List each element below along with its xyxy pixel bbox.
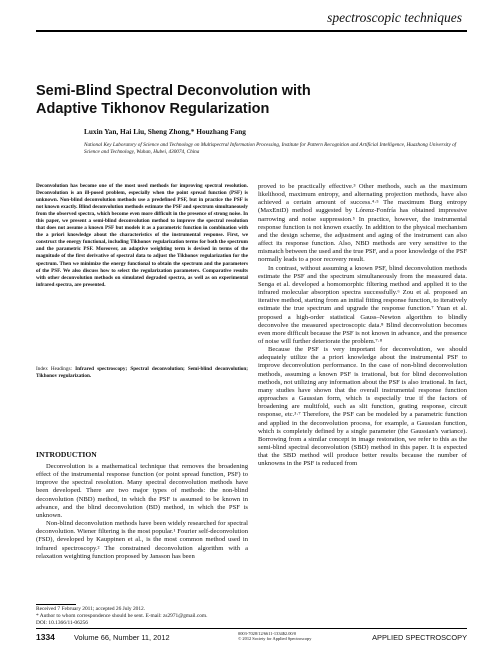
index-headings-label: Index Headings:: [36, 366, 72, 372]
issn-copyright: [238, 631, 311, 642]
header-rule: [36, 30, 467, 32]
page-number: 1334: [36, 632, 55, 642]
intro-paragraph-2: Non-blind deconvolution methods have been widely researched for spectral deconvolution. Wiener filtering is the most popular.¹ Fourier self-deconvolution (FSD), developed by Kauppinen et al., is the most common method used in infrared spectroscopy.² The constrained deconvolution algorithm with a relaxation weighting function proposed by Jansson has been: [36, 520, 248, 560]
volume-info: Volume 66, Number 11, 2012: [74, 633, 170, 642]
footer-rule: [36, 628, 467, 629]
right-paragraph-2: In contrast, without assuming a known PSF, blind deconvolution methods estimate the PSF and the spectrum simultaneously from the measured data. Senga et al. developed a homomorphic filtering method and applied it to the infrared molecular absorption spectra successfully.⁶ Zou et al. proposed an iterative method, starting from an initial fitting response function, to iteratively estimate the true spectrum and upgrade the response function.⁷ Yuan et al. proposed a high-order statistical Gauss–Newton algorithm to blindly deconvolve the measured spectroscopic data.⁸ Blind deconvolution becomes even more difficult because the PSF is not known in advance, and the presence of noise will further deteriorate the problem.⁷·⁸: [258, 264, 467, 345]
doi-note: DOI: 10.1366/11-06256: [36, 619, 88, 626]
affiliation: National Key Laboratory of Science and Technology on Multispectral Information Processing, Institute for Pattern Recognition and Artificial Intelligence, Huazhong University of Science and Technology, Wuhan, Hubei, 430074, China: [84, 142, 457, 156]
footnote-rule: [36, 604, 76, 605]
index-headings-value: Infrared spectroscopy; Spectral deconvolution; Semi-blind deconvolution; Tikhonov regularization.: [36, 366, 248, 380]
received-note: Received 7 February 2011; accepted 26 July 2012.: [36, 606, 146, 612]
intro-paragraph-1: Deconvolution is a mathematical technique that removes the broadening effect of the instrumental response function (or point spread function, PSF) to improve the spectral resolution. Many spectral deconvolution methods have been developed. There are two major types of methods: the non-blind deconvolution (NBD) method, in which the PSF is assumed to be known in advance, and the blind deconvolution (BD) method, in which the PSF is unknown.: [36, 463, 248, 519]
right-paragraph-1: proved to be practically effective.³ Other methods, such as the maximum likelihood, maximum entropy, and alternating projection methods, have also achieved a certain amount of success.⁴·⁵ The maximum Burg entropy (MaxEntD) method suggested by Lórenz-Fonfría has obtained impressive narrowing and noise suppression.⁵ In practice, however, the instrumental response function is not known exactly. In addition to the physical mechanism and the design scheme, the adjustment and aging of the instrument can also affect its response function. Also, NBD methods are very sensitive to the mismatch between the used and the true PSF, and a poor knowledge of the PSF normally leads to a poor recovery result.: [258, 183, 467, 264]
section-heading-introduction: INTRODUCTION: [36, 450, 97, 459]
abstract: Deconvolution has become one of the most used methods for improving spectral resolution. Deconvolution is an ill-posed problem, especially when the point spread function (PSF) is unknown. Non-blind deconvolution methods use a predefined PSF, but in practice the PSF is not known exactly. Blind deconvolution methods estimate the PSF and spectrum simultaneously from the observed spectra, which become even more difficult in the presence of strong noise. In this paper, we present a semi-blind deconvolution method to improve the spectral resolution that does not assume a known PSF but models it as a parametric function in combination with the a priori knowledge about the characteristics of the instrumental response. First, we construct the energy functional, including Tikhonov regularization terms for both the spectrum and the parametric PSF. Moreover, an adaptive weighting term is devised in terms of the magnitude of the first derivative of spectral data to adjust the Tikhonov regularization for the spectrum. Then we minimize the energy functional to obtain the spectrum and the parameters of the PSF. We also discuss how to select the regularization parameters. Comparative results with other deconvolution methods on simulated degraded spectra, as well as on experimental infrared spectra, are presented.: [36, 183, 248, 288]
right-column-body: [258, 183, 467, 468]
journal-name: APPLIED SPECTROSCOPY: [372, 633, 467, 642]
journal-section-header: spectroscopic techniques: [327, 10, 462, 25]
right-paragraph-3: Because the PSF is very important for deconvolution, we should adequately utilize the a priori knowledge about the instrumental PSF to improve deconvolution performance. In the case of non-blind deconvolution methods, assuming a known PSF is irrational, but for blind deconvolution methods, not utilizing any information about the PSF is also irrational. In fact, many studies have shown that the overall instrumental response function approaches a Gaussian form, which is especially true if the factors of broadening are multifold, such as slit function, grating response, circuit response, etc.³·⁷ Therefore, the PSF can be modeled by a parametric function and applied in the deconvolution process, for example, a Gaussian function, which is completely defined by a single parameter (the Gaussian's variance). Borrowing from a similar concept in image restoration, we refer to this as the semi-blind spectral deconvolution (SBD) method in this paper. It is expected that the SBD method will produce better results because the number of unknowns in the PSF is reduced from: [258, 346, 467, 468]
author-list: Luxin Yan, Hai Liu, Sheng Zhong,* Houzhang Fang: [84, 127, 246, 136]
left-column-body: [36, 463, 248, 561]
correspondence-note: * Author to whom correspondence should be sent. E-mail: zs2971@gmail.com.: [36, 612, 208, 619]
copyright-line: © 2012 Society for Applied Spectroscopy: [238, 636, 312, 642]
footnotes: [36, 606, 248, 626]
issn-line: 0003-7028/12/6611-1334$2.00/0: [238, 631, 297, 636]
index-headings: [36, 366, 248, 380]
paper-title: Semi-Blind Spectral Deconvolution with Adaptive Tikhonov Regularization: [36, 83, 311, 117]
